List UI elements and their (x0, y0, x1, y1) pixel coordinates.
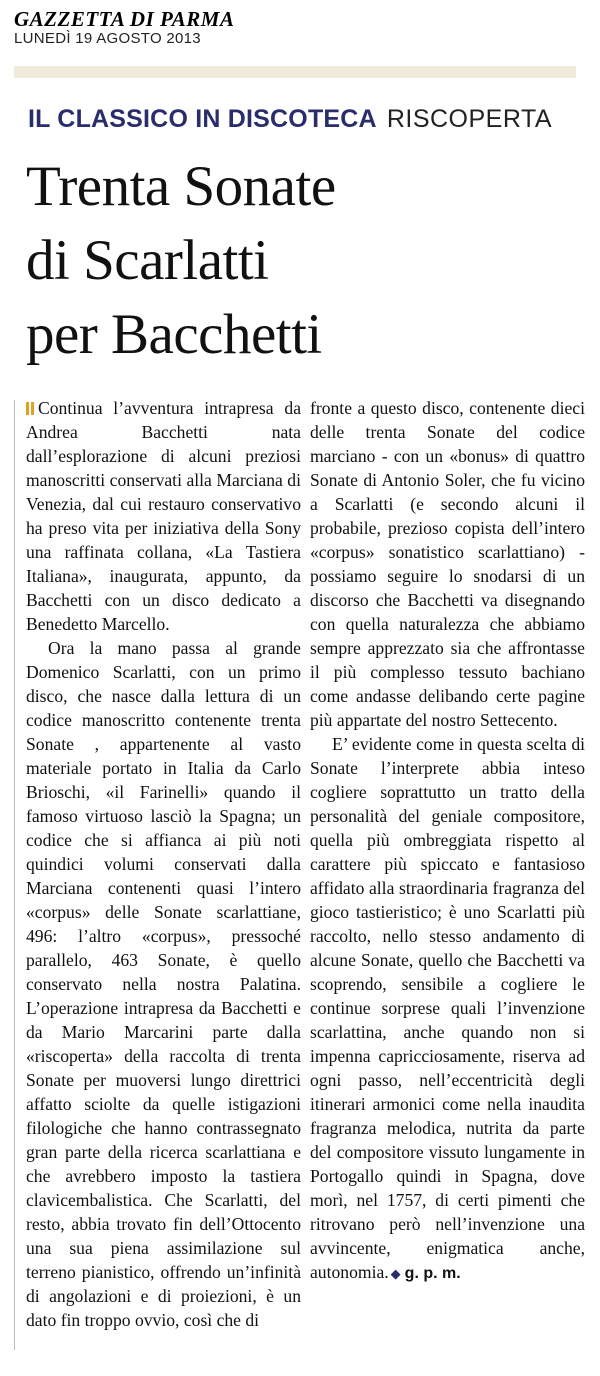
article-column-right (310, 396, 585, 1286)
newspaper-name: GAZZETTA DI PARMA (14, 7, 235, 31)
article-paragraph-3: E’ evidente come in questa scelta di Sonate l’interprete abbia inteso cogliere soprattutto un tratto della personalità del geniale compositore, quella più ombreggiata rispetto al carattere più spiccato e fantasioso affidato alla straordinaria fragranza del gioco tastieristico; è uno Scarlatti più raccolto, nello stesso andamento di alcune Sonate, quello che Bacchetti va scoprendo, sensibile a cogliere le continue sorprese quali l’invenzione scarlattina, anche quando non si impenna capricciosamente, riserva ad ogni passo, nell’eccentricità degli itinerari armonici come nella inaudita fragranza melodica, nutrita da parte del compositore vissuto lungamente in Portogallo quindi in Spagna, dove morì, nel 1757, di certi pimenti che ritrovano però nell’invenzione una avvincente, enigmatica anche, autonomia. ◆ g. p. m. (310, 734, 585, 1282)
masthead (14, 8, 234, 48)
start-marker-icon (26, 402, 34, 415)
kicker (28, 104, 552, 134)
section-label: IL CLASSICO IN DISCOTECA (28, 105, 377, 133)
headline-line-3: per Bacchetti (26, 303, 322, 366)
publication-date: LUNEDÌ 19 AGOSTO 2013 (14, 30, 201, 47)
diamond-icon: ◆ (390, 1266, 401, 1281)
author-signature: g. p. m. (404, 1265, 461, 1282)
article-column-left (26, 396, 301, 1332)
headline-line-1: Trenta Sonate (26, 155, 336, 218)
headline-line-2: di Scarlatti (26, 229, 269, 292)
column-rule (14, 400, 15, 1350)
header-band (14, 66, 576, 78)
article-paragraph-2: Ora la mano passa al grande Domenico Scarlatti, con un primo disco, che nasce dalla lettura di un codice manoscritto contenente trenta Sonate , appartenente al vasto materiale portato in Italia da Carlo Brioschi, «il Farinelli» quando il famoso virtuoso lasciò la Spagna; un codice che si affianca ai più noti quindici volumi conservati dalla Marciana contenenti quasi l’intero «corpus» delle Sonate scarlattiane, 496: l’altro «corpus», pressoché parallelo, 463 Sonate, è quello conservato nella nostra Palatina. L’operazione intrapresa da Bacchetti e da Mario Marcarini parte dalla «riscoperta» della raccolta di trenta Sonate per muoversi lungo direttrici affatto sciolte da quelle istigazioni filologiche che hanno contrassegnato gran parte della ricerca scarlattiana e che avrebbero imposto la tastiera clavicembalistica. Che Scarlatti, del resto, abbia trovato fin dell’Ottocento una sua piena assimilazione sul terreno pianistico, offrendo un’infinità di angolazioni e di proiezioni, è un dato fin troppo ovvio, così che di (26, 638, 301, 1330)
article-paragraph-1: Continua l’avventura intrapresa da Andrea Bacchetti nata dall’esplorazione di alcuni preziosi manoscritti conservati alla Marciana di Venezia, dal cui restauro conservativo ha preso vita per iniziativa della Sony una raffinata collana, «La Tastiera Italiana», inaugurata, appunto, da Bacchetti con un disco dedicato a Benedetto Marcello. (26, 398, 301, 634)
article-paragraph-2-continued: fronte a questo disco, contenente dieci delle trenta Sonate del codice marciano - con un «bonus» di quattro Sonate di Antonio Soler, che fu vicino a Scarlatti (e secondo alcuni il probabile, prezioso copista dell’intero «corpus» sonatistico scarlattiano) - possiamo seguire lo snodarsi di un discorso che Bacchetti va disegnando con quella naturalezza che abbiamo sempre apprezzato sia che affrontasse il più complesso tessuto bachiano come andasse delibando certe pagine più appartate del nostro Settecento. (310, 398, 585, 730)
headline (26, 150, 586, 372)
topic-tag: RISCOPERTA (386, 105, 553, 133)
